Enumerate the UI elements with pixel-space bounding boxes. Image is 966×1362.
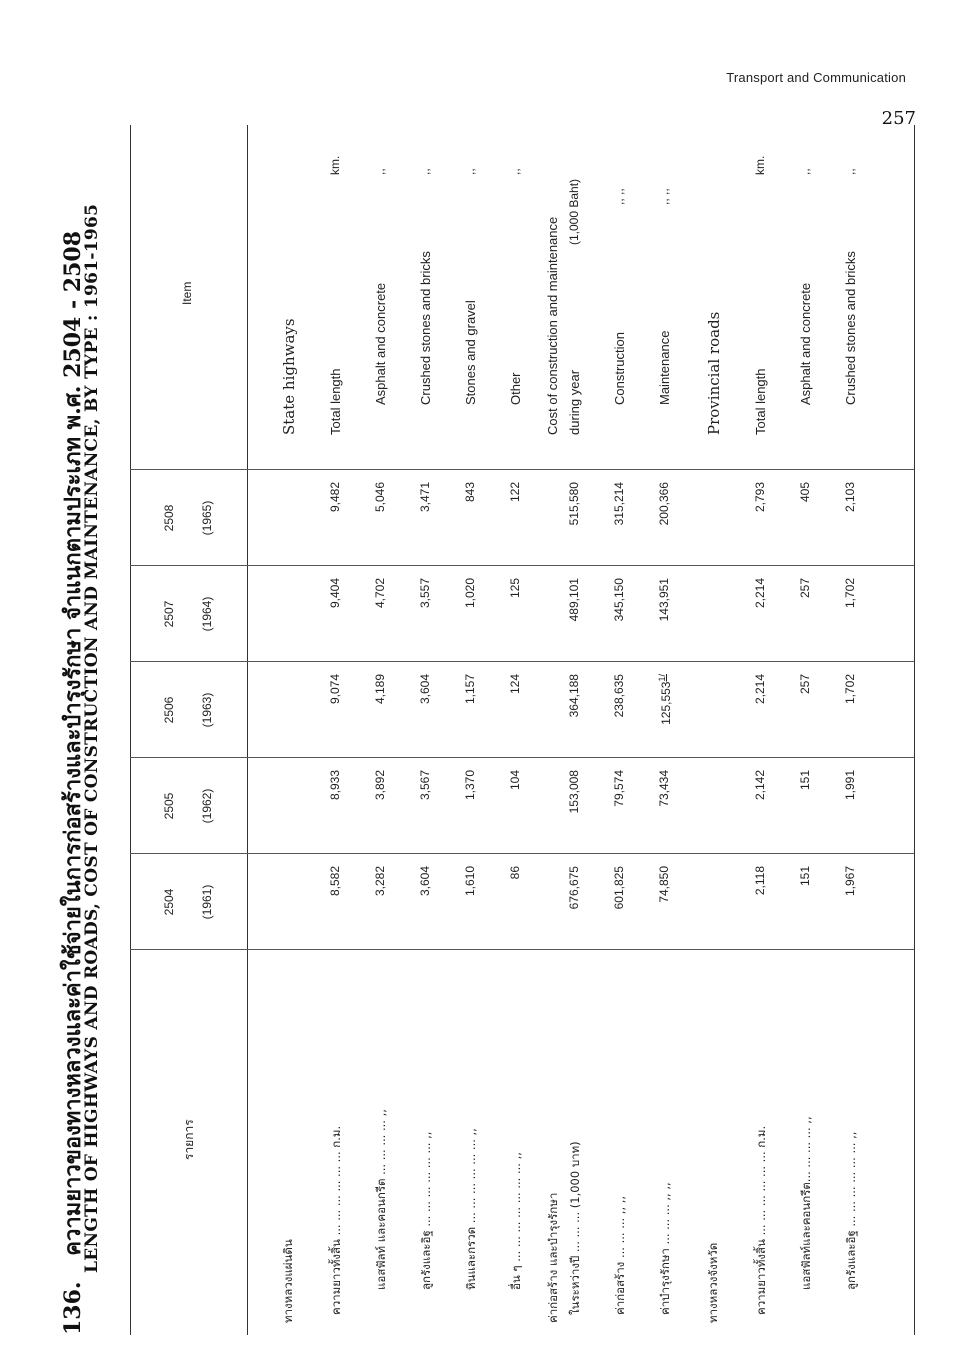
table-row-unit: ,, ,, [612,188,626,205]
year-be-2508: 2508 [162,504,176,532]
table-cell: 151 [798,866,812,887]
table-cell: 3,557 [418,578,432,609]
table-cell: 125 [508,578,522,599]
year-ce-1964: (1964) [200,596,214,632]
table-cell: 200,366 [657,482,671,526]
col-rule-4 [130,661,914,662]
section-provincial-english: Provincial roads [705,311,723,435]
thai-item-header: รายการ [182,1119,196,1160]
table-row-english: Crushed stones and bricks [418,251,433,405]
table-cell: 238,635 [612,674,626,718]
table-cell: 4,189 [373,674,387,705]
table-cell: 3,471 [418,482,432,513]
table-title-thai-text: ความยาวของทางหลวงและค่าใช้จ่ายในการก่อสร้างและบำรุงรักษา จำแนกตามประเภท พ.ศ. 2504 - 2508 [60,230,86,1256]
table-cell-with-footnote [657,662,673,758]
table-cell: 364,188 [567,674,581,718]
rotated-table-page [55,125,915,1335]
table-cell: 3,604 [418,674,432,705]
col-rule-6 [130,469,914,470]
table-row-thai: ลูกรังและอิฐ ... ... ... ... ... ... ,, [844,1131,858,1290]
table-cell: 1,610 [463,866,477,897]
table-cell: 515,580 [567,482,581,526]
data-table [130,125,915,1335]
table-row-unit: km. [328,155,342,175]
year-be-2507: 2507 [162,600,176,628]
table-row-english: Total length [753,368,768,435]
cost-row-unit: (1,000 Baht) [567,178,581,245]
table-cell: 8,933 [328,770,342,801]
table-row-unit: ,, [843,168,857,175]
header-bottom-rule [247,125,248,1335]
table-row-english: Maintenance [657,330,672,405]
year-ce-1961: (1961) [200,884,214,920]
table-cell: 3,282 [373,866,387,897]
col-rule-2 [130,853,914,854]
table-cell: 257 [798,674,812,695]
table-cell: 2,118 [753,866,767,896]
col-rule-3 [130,757,914,758]
table-cell: 843 [463,482,477,503]
table-cell-value: 125,553 [659,681,673,725]
table-cell: 104 [508,770,522,791]
table-row-unit: km. [753,155,767,175]
table-cell: 1,702 [843,674,857,705]
year-be-2504: 2504 [162,888,176,916]
table-cell: 3,604 [418,866,432,897]
table-row-thai: แอสฟัลท์ และคอนกรีต ... ... ... ... ,, [374,1109,388,1290]
year-ce-1962: (1962) [200,788,214,824]
table-bottom-rule [914,125,915,1335]
table-row-english: Crushed stones and bricks [843,251,858,405]
table-row-unit: ,, [798,168,812,175]
table-cell: 9,404 [328,578,342,609]
year-be-2505: 2505 [162,792,176,820]
table-row-english: Other [508,372,523,405]
table-cell: 3,567 [418,770,432,801]
table-row-english: Construction [612,332,627,405]
table-cell: 122 [508,482,522,503]
table-cell: 489,101 [567,578,581,622]
table-cell: 257 [798,578,812,599]
table-row-thai: ค่าบำรุงรักษา ... ... ... ,, ,, [658,1182,672,1315]
col-rule-1 [130,949,914,950]
table-cell: 86 [508,866,522,880]
table-cell: 315,214 [612,482,626,526]
table-row-thai: อื่น ๆ ... ... ... ... ... ... ... ,, [509,1152,523,1290]
table-row-thai: หินและกรวด ... ... ... ... ... ... ,, [464,1128,478,1290]
table-cell: 79,574 [612,770,626,807]
table-cell: 73,434 [657,770,671,807]
table-cell: 1,020 [463,578,477,609]
cost-row-thai-line2: ในระหว่างปี ... ... ... (1,000 บาท) [568,1141,582,1315]
table-cell: 1,157 [463,674,477,705]
section-header: Transport and Communication [726,70,906,85]
table-cell: 1,702 [843,578,857,609]
year-ce-1965: (1965) [200,500,214,536]
table-row-thai: ความยาวทั้งสิ้น ... ... ... ... ... ... ก.ม. [754,1125,768,1315]
table-cell: 4,702 [373,578,387,609]
table-row-unit: ,, ,, [657,188,671,205]
table-row-english: Asphalt and concrete [373,282,388,405]
table-row-thai: ค่าก่อสร้าง ... ... ... ,, ,, [613,1195,627,1315]
col-rule-5 [130,565,914,566]
table-cell: 5,046 [373,482,387,513]
table-cell: 405 [798,482,812,503]
table-row-thai: ลูกรังและอิฐ ... ... ... ... ... ... ,, [419,1131,433,1290]
cost-row-english-line1: Cost of construction and maintenance [545,216,560,435]
table-cell: 345,150 [612,578,626,622]
table-cell: 9,482 [328,482,342,513]
table-title-english: LENGTH OF HIGHWAYS AND ROADS, COST OF CONSTRUCTION AND MAINTENANCE, BY TYPE : 1961-1965 [82,203,102,1273]
section-provincial-thai: ทางหลวงจังหวัด [706,1242,720,1323]
table-row-unit: ,, [508,168,522,175]
table-row-english: Stones and gravel [463,300,478,405]
table-cell: 143,951 [657,578,671,622]
table-row-unit: ,, [463,168,477,175]
table-cell: 2,793 [753,482,767,513]
table-row-thai: แอสฟัลท์และคอนกรีต... ... ... ... ,, [799,1116,813,1290]
year-ce-1963: (1963) [200,692,214,728]
table-row-unit: ,, [418,168,432,175]
table-top-rule [130,125,131,1335]
cost-row-english-line2: during year [567,369,582,435]
table-cell: 124 [508,674,522,695]
table-cell: 3,892 [373,770,387,801]
table-cell: 151 [798,770,812,791]
table-cell: 601,825 [612,866,626,910]
page-number: 257 [881,108,916,129]
table-row-english: Total length [328,368,343,435]
table-cell: 1,967 [843,866,857,897]
table-cell: 2,103 [843,482,857,513]
table-cell: 153,008 [567,770,581,814]
table-cell: 9,074 [328,674,342,705]
section-state-english: State highways [280,318,298,435]
table-cell: 8,582 [328,866,342,897]
table-number: 136. [60,1281,86,1335]
table-row-english: Asphalt and concrete [798,282,813,405]
footnote-marker: 1/ [657,674,667,682]
cost-row-thai-line1: ค่าก่อสร้าง และบำรุงรักษา [546,1192,560,1323]
table-row-unit: ,, [373,168,387,175]
item-header: Item [180,281,194,305]
table-cell: 2,214 [753,578,767,609]
table-cell: 2,214 [753,674,767,705]
table-cell: 2,142 [753,770,767,801]
section-state-thai: ทางหลวงแผ่นดิน [281,1239,295,1323]
year-be-2506: 2506 [162,696,176,724]
table-cell: 1,991 [843,770,857,801]
table-row-thai: ความยาวทั้งสิ้น ... ... ... ... ... ... ก.ม. [329,1125,343,1315]
table-cell: 1,370 [463,770,477,801]
table-cell: 74,850 [657,866,671,903]
table-cell: 676,675 [567,866,581,910]
